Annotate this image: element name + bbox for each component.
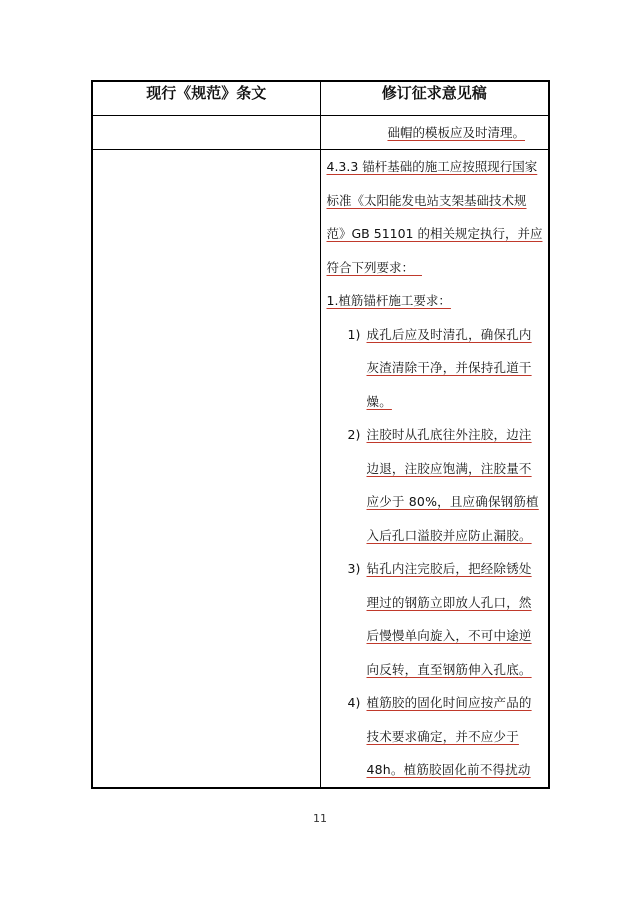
list-item-line: 入后孔口溢胶并应防止漏胶。 xyxy=(366,527,532,543)
table-row xyxy=(92,150,549,789)
list-item xyxy=(327,686,542,787)
current-clause-cell-empty xyxy=(92,116,320,150)
list-item-line: 技术要求确定，并不应少于 xyxy=(366,728,519,744)
list-item xyxy=(327,318,542,419)
clause-line: 4.3.3 锚杆基础的施工应按照现行国家 xyxy=(326,159,538,174)
list-item-line: 边退，注胶应饱满，注胶量不 xyxy=(366,460,532,476)
list-item-line: 48h。植筋胶固化前不得扰动 xyxy=(366,762,531,777)
revision-cell-main xyxy=(320,150,549,789)
clause-line: 符合下列要求： xyxy=(326,259,415,275)
header-current-clause: 现行《规范》条文 xyxy=(92,81,320,116)
comparison-table xyxy=(91,80,550,789)
list-item-line: 燥。 xyxy=(366,393,392,409)
list-item-number: 1) xyxy=(347,326,361,342)
list-item-line: 植筋胶的固化时间应按产品的 xyxy=(366,695,532,710)
current-clause-cell-empty xyxy=(92,150,320,789)
list-item xyxy=(327,418,542,552)
list-item-line: 后慢慢单向旋入，不可中途逆 xyxy=(366,628,532,643)
list-item-number: 4) xyxy=(347,695,361,710)
header-revision-draft: 修订征求意见稿 xyxy=(320,81,549,116)
list-item-line: 向反转，直至钢筋伸入孔底。 xyxy=(366,661,532,677)
clause-line: 标准《太阳能发电站支架基础技术规 xyxy=(326,192,527,208)
clause-paragraph xyxy=(327,150,542,284)
list-item-line: 成孔后应及时清孔，确保孔内 xyxy=(366,326,532,342)
table-row xyxy=(92,116,549,150)
list-item-number: 2) xyxy=(347,427,361,442)
list-item-line: 理过的钢筋立即放人孔口，然 xyxy=(366,594,532,610)
continued-text: 础帽的模板应及时清理。 xyxy=(387,125,525,140)
list-item-number: 3) xyxy=(347,561,361,576)
list-item xyxy=(327,552,542,686)
page-number: 11 xyxy=(313,812,327,825)
table-header-row xyxy=(92,81,549,116)
list-item-line: 应少于 80%，且应确保钢筋植 xyxy=(366,494,539,509)
list-item-line: 钻孔内注完胶后，把经除锈处 xyxy=(366,561,532,576)
section-title: 1.植筋锚杆施工要求： xyxy=(326,293,451,308)
list-item-line: 灰渣清除干净，并保持孔道干 xyxy=(366,360,532,375)
revision-cell-continued xyxy=(320,116,549,150)
clause-line: 范》GB 51101 的相关规定执行，并应 xyxy=(326,226,543,241)
list-item-line: 注胶时从孔底往外注胶，边注 xyxy=(366,427,532,442)
